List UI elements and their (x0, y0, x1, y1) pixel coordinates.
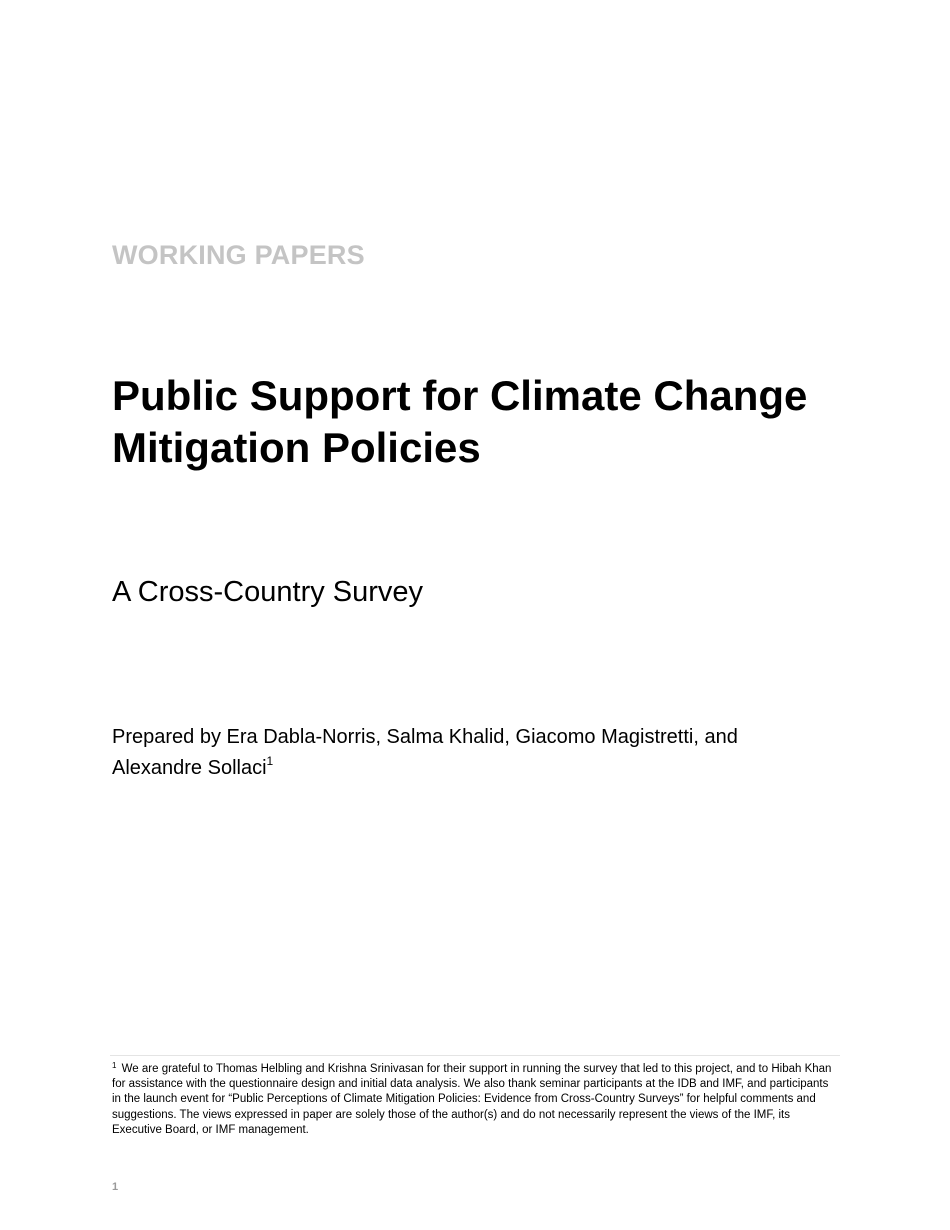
page-number: 1 (112, 1181, 119, 1193)
paper-title: Public Support for Climate Change Mitigation Policies (112, 372, 808, 471)
footnote-divider (110, 1055, 840, 1056)
footnote (112, 1062, 840, 1138)
series-label: WORKING PAPERS (112, 240, 365, 270)
paper-subtitle: A Cross-Country Survey (112, 576, 424, 608)
author-footnote-marker[interactable]: 1 (266, 754, 274, 768)
author-line (112, 722, 832, 786)
footnote-text: We are grateful to Thomas Helbling and Krishna Srinivasan for their support in running the survey that led to this project, and to Hibah Khan for assistance with the questionnaire design and initial data analysis. We also thank seminar participants at the IDB and IMF, and participants in the launch event for “Public Perceptions of Climate Mitigation Policies: Evidence from Cross-Country Surveys” for helpful comments and suggestions. The views expressed in paper are solely those of the author(s) and do not necessarily represent the views of the IMF, its Executive Board, or IMF management. (112, 1063, 832, 1136)
footnote-marker: 1 (112, 1061, 117, 1070)
author-names: Prepared by Era Dabla-Norris, Salma Khalid, Giacomo Magistretti, and Alexandre Sollaci (112, 726, 738, 779)
